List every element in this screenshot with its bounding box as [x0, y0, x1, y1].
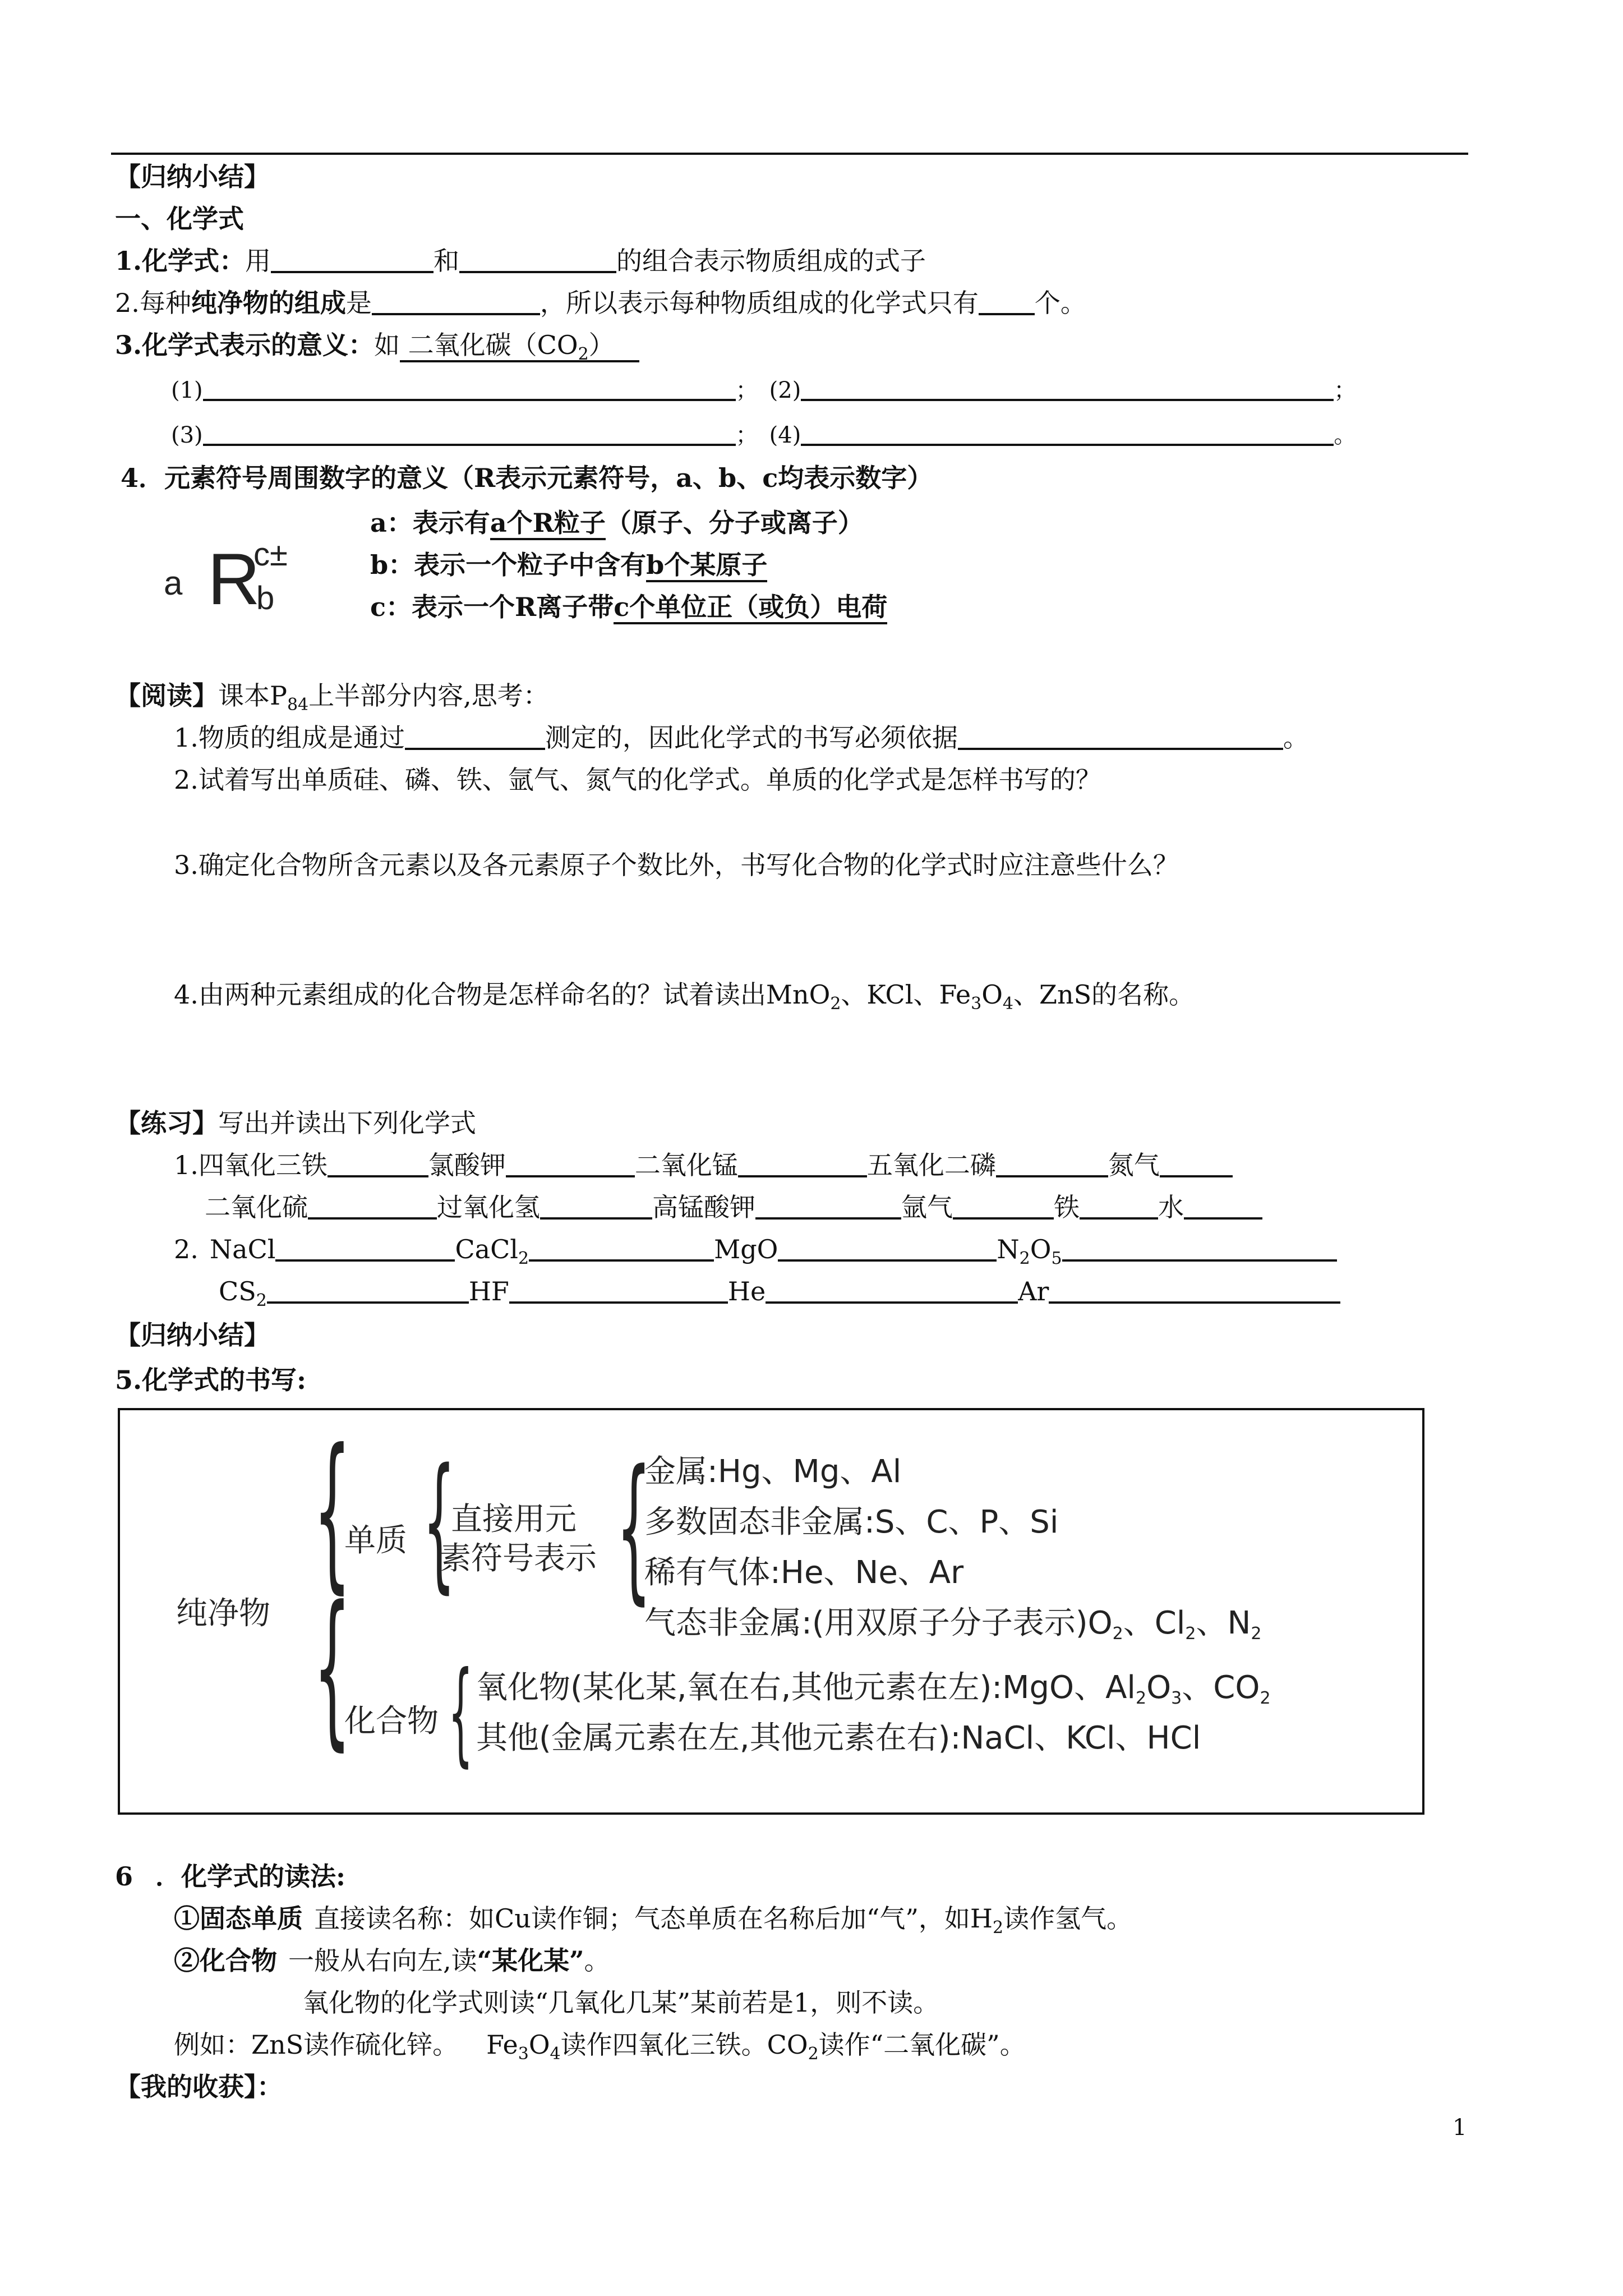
- meaning-c: c：表示一个R离子带c个单位正（或负）电荷: [370, 590, 887, 624]
- answer-blank[interactable]: [275, 1234, 455, 1262]
- answer-blank[interactable]: [459, 245, 616, 273]
- page-number: 1: [1453, 2115, 1467, 2141]
- answer-blank[interactable]: [1080, 1191, 1158, 1220]
- question-2: 2.每种纯净物的组成是 ，所以表示每种物质组成的化学式只有 个。: [115, 288, 1086, 318]
- brace-root: {: [313, 1413, 351, 1609]
- brace-element: {: [423, 1438, 455, 1607]
- meaning-row-2: (3) ； (4) 。: [171, 418, 1356, 452]
- question-4-title: 4．元素符号周围数字的意义（R表示元素符号，a、b、c均表示数字）: [121, 463, 933, 493]
- meaning-a: a：表示有a个R粒子（原子、分子或离子）: [370, 506, 864, 540]
- answer-blank[interactable]: [755, 1191, 901, 1220]
- answer-blank[interactable]: [738, 1149, 867, 1177]
- answer-blank[interactable]: [958, 722, 1283, 750]
- answer-blank[interactable]: [979, 287, 1035, 315]
- node-compound: 化合物: [344, 1703, 439, 1740]
- node-direct-symbol-2: 素符号表示: [440, 1540, 597, 1577]
- answer-blank[interactable]: [1184, 1191, 1262, 1220]
- symbol-b: b: [256, 580, 275, 616]
- brace-root-lower: {: [313, 1570, 351, 1766]
- meaning-row-1: (1) ； (2) ；: [171, 373, 1356, 407]
- answer-blank[interactable]: [203, 418, 736, 446]
- answer-blank[interactable]: [328, 1149, 428, 1177]
- brace-compound: {: [448, 1648, 473, 1778]
- brace-types: {: [616, 1437, 652, 1619]
- answer-blank[interactable]: [1049, 1276, 1340, 1304]
- node-other-compound: 其他(金属元素在左,其他元素在右):NaCl、KCl、HCl: [476, 1720, 1201, 1756]
- summary-heading: 【归纳小结】: [115, 162, 270, 192]
- question-3: 3.化学式表示的意义：如 二氧化碳$(CO_2)$: [115, 328, 639, 362]
- classification-diagram: [118, 1408, 1424, 1815]
- symbol-c: c±: [253, 536, 288, 573]
- node-oxide: 氧化物(某化某,氧在右,其他元素在左):MgO、$Al_2O_3$、$CO_2$: [476, 1669, 1271, 1708]
- node-element: 单质: [344, 1522, 407, 1559]
- answer-blank[interactable]: [529, 1234, 714, 1262]
- element-symbol-figure: [164, 536, 321, 631]
- answer-blank[interactable]: [996, 1149, 1108, 1177]
- node-noble-gas: 稀有气体:He、Ne、Ar: [644, 1554, 964, 1591]
- reading-rule-1: ①固态单质 直接读名称：如Cu读作铜；气态单质在名称后加“气”，如$H_2$读作氢气。: [174, 1903, 1133, 1938]
- meaning-b: b：表示一个粒子中含有b个某原子: [370, 548, 767, 582]
- reading-rule-oxide: 氧化物的化学式则读“几氧化几某”某前若是1，则不读。: [303, 1987, 939, 2018]
- summary-heading-2: 【归纳小结】: [115, 1320, 270, 1350]
- answer-blank[interactable]: [372, 287, 540, 315]
- reading-rule-2: ②化合物 一般从右向左,读“某化某”。: [174, 1945, 610, 1976]
- practice-row-3: 2. NaCl CaCl$_2$ MgO $N_2O_5$: [174, 1232, 1337, 1266]
- reading-4: 4.由两种元素组成的化合物是怎样命名的？试着读出MnO$_2$、KCl、$Fe_3O_4$、ZnS的名称。: [174, 979, 1195, 1014]
- answer-blank[interactable]: [953, 1191, 1054, 1220]
- answer-blank[interactable]: [509, 1276, 728, 1304]
- question-6: 6 ．化学式的读法:: [115, 1861, 345, 1892]
- question-1: 1.化学式：用 和 的组合表示物质组成的式子: [115, 246, 926, 276]
- answer-blank[interactable]: [506, 1149, 635, 1177]
- answer-blank[interactable]: [540, 1191, 652, 1220]
- reading-2: 2.试着写出单质硅、磷、铁、氩气、氮气的化学式。单质的化学式是怎样书写的？: [174, 765, 1101, 795]
- practice-row-1: 1.四氧化三铁 氯酸钾 二氧化锰 五氧化二磷 氮气: [174, 1148, 1233, 1182]
- question-5: 5.化学式的书写:: [115, 1365, 307, 1395]
- symbol-a: a: [164, 564, 183, 602]
- answer-blank[interactable]: [405, 722, 545, 750]
- reading-1: 1.物质的组成是通过 测定的，因此化学式的书写必须依据 。: [174, 723, 1309, 753]
- reading-example: 例如：ZnS读作硫化锌。 $Fe_3O_4$读作四氧化三铁。$CO_2$读作“二氧化碳”。: [174, 2030, 1026, 2064]
- header-rule: [111, 153, 1468, 155]
- practice-row-4: $CS_2$ HF He Ar: [219, 1274, 1340, 1308]
- answer-blank[interactable]: [778, 1234, 997, 1262]
- node-gas-nonmetal: 气态非金属:(用双原子分子表示)$O_2$、$Cl_2$、$N_2$: [644, 1605, 1262, 1644]
- node-metal: 金属:Hg、Mg、Al: [644, 1453, 902, 1490]
- answer-blank[interactable]: [1062, 1234, 1337, 1262]
- answer-blank[interactable]: [308, 1191, 437, 1220]
- node-solid-nonmetal: 多数固态非金属:S、C、P、Si: [644, 1504, 1059, 1540]
- node-pure-substance: 纯净物: [176, 1595, 270, 1632]
- symbol-R: R: [208, 538, 260, 620]
- answer-blank[interactable]: [766, 1276, 1018, 1304]
- answer-blank[interactable]: [271, 245, 434, 273]
- reading-3: 3.确定化合物所含元素以及各元素原子个数比外，书写化合物的化学式时应注意些什么？: [174, 850, 1179, 880]
- answer-blank[interactable]: [801, 373, 1334, 401]
- node-direct-symbol: 直接用元: [451, 1501, 577, 1538]
- answer-blank[interactable]: [267, 1276, 469, 1304]
- harvest-heading: 【我的收获】：: [115, 2072, 283, 2102]
- practice-row-2: 二氧化硫 过氧化氢 高锰酸钾 氩气 铁 水: [205, 1190, 1262, 1224]
- practice-heading: 【练习】写出并读出下列化学式: [115, 1108, 476, 1138]
- answer-blank[interactable]: [203, 373, 736, 401]
- answer-blank[interactable]: [1160, 1149, 1233, 1177]
- reading-heading: 【阅读】课本$P_{84}$上半部分内容,思考：: [115, 680, 549, 715]
- answer-blank[interactable]: [801, 418, 1334, 446]
- section-title: 一、化学式: [115, 204, 244, 234]
